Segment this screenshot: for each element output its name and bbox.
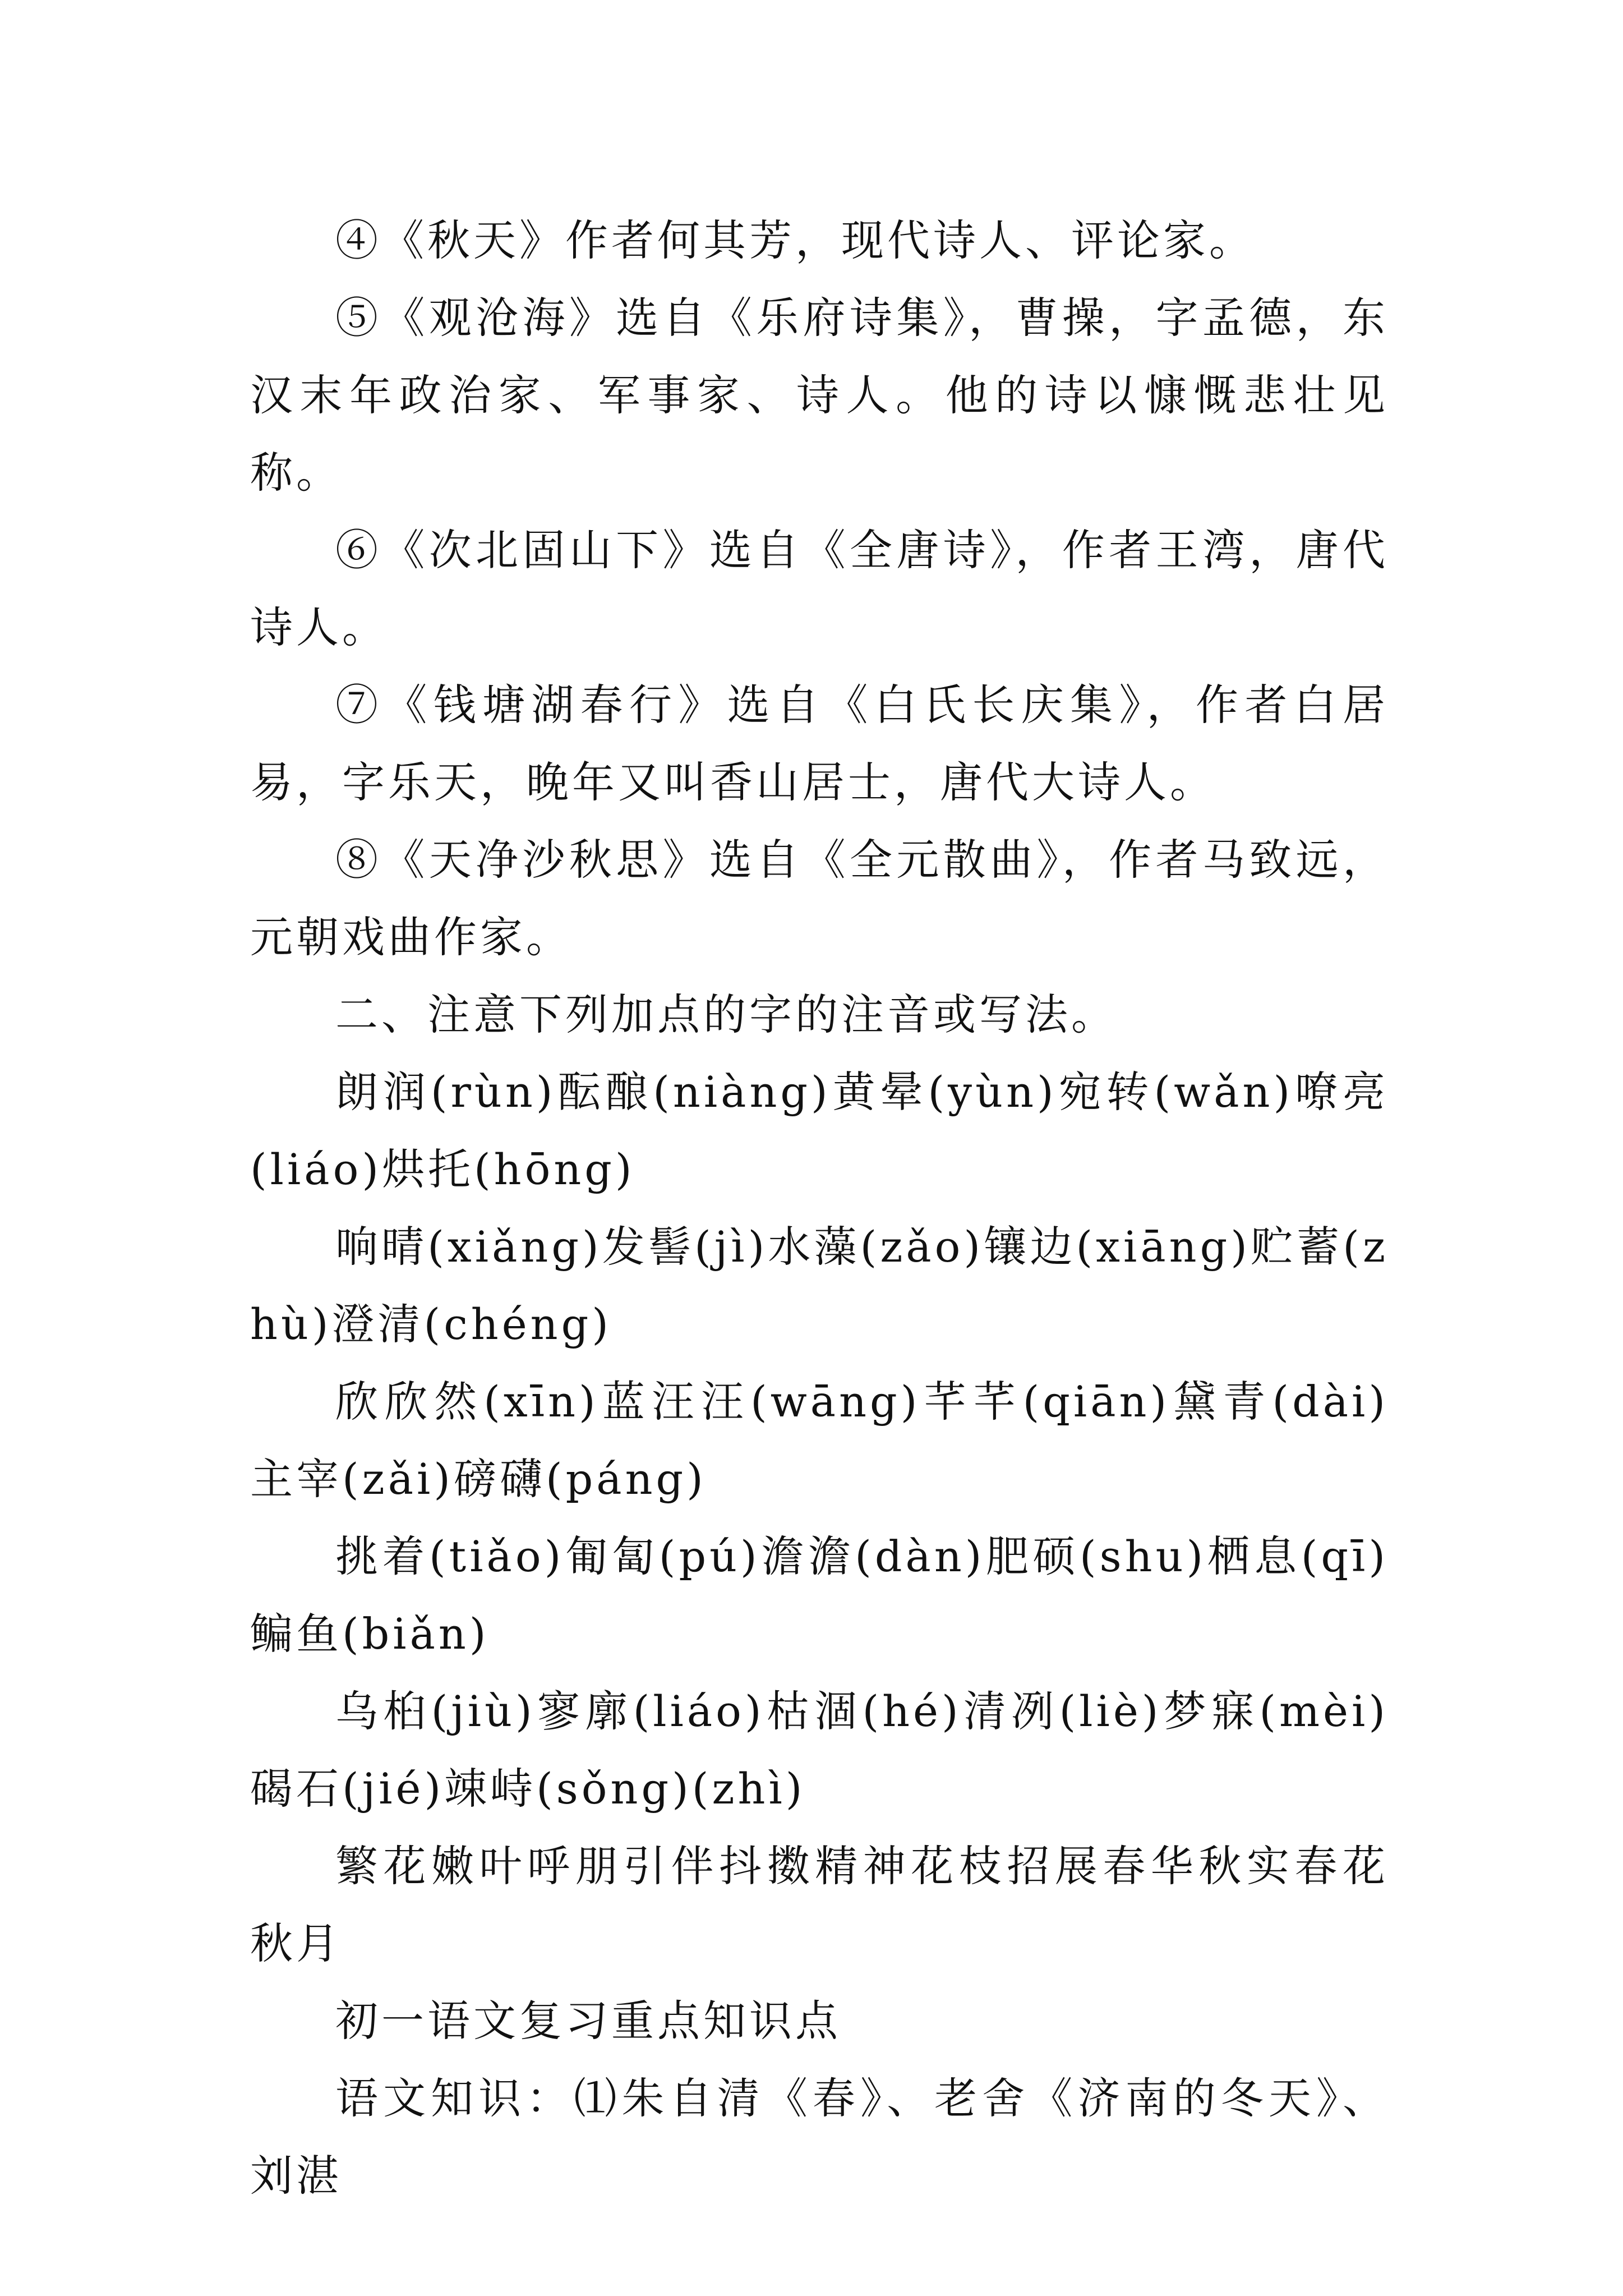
paragraph-guan-cang-hai: ⑤《观沧海》选自《乐府诗集》，曹操，字孟德，东汉末年政治家、军事家、诗人。他的诗以慷慨悲壮见称。 [250, 293, 1389, 498]
paragraph-autumn-author: ④《秋天》作者何其芳，现代诗人、评论家。 [335, 215, 1255, 265]
pinyin-list-3: 欣欣然(xīn)蓝汪汪(wāng)芊芊(qiān)黛青(dài)主宰(zǎi)磅礴(páng) [250, 1377, 1389, 1504]
idiom-list: 繁花嫩叶呼朋引伴抖擞精神花枝招展春华秋实春花秋月 [250, 1841, 1389, 1968]
pinyin-list-1: 朗润(rùn)酝酿(niàng)黄晕(yùn)宛转(wǎn)嘹亮(liáo)烘托(hōng) [250, 1067, 1389, 1194]
section-heading-pronunciation: 二、注意下列加点的字的注音或写法。 [335, 990, 1117, 1039]
paragraph-qian-tang-hu: ⑦《钱塘湖春行》选自《白氏长庆集》，作者白居易，字乐天，晚年又叫香山居士，唐代大诗人。 [250, 680, 1389, 807]
document-page [250, 202, 1389, 2215]
paragraph-ci-bei-gu-shan: ⑥《次北固山下》选自《全唐诗》，作者王湾，唐代诗人。 [250, 525, 1389, 652]
pinyin-list-2: 响晴(xiǎng)发髻(jì)水藻(zǎo)镶边(xiāng)贮蓄(zhù)澄清(chéng) [250, 1222, 1389, 1349]
paragraph-tian-jing-sha: ⑧《天净沙秋思》选自《全元散曲》，作者马致远，元朝戏曲作家。 [250, 835, 1389, 962]
paragraph-literature-knowledge: 语文知识：⑴朱自清《春》、老舍《济南的冬天》、刘湛 [250, 2073, 1389, 2201]
pinyin-list-4: 挑着(tiǎo)匍匐(pú)澹澹(dàn)肥硕(shu)栖息(qī)鳊鱼(biǎn) [250, 1531, 1389, 1659]
section-heading-review: 初一语文复习重点知识点 [335, 1996, 841, 2046]
pinyin-list-5: 乌桕(jiù)寥廓(liáo)枯涸(hé)清冽(liè)梦寐(mèi)碣石(jié)竦峙(sǒng)(zhì) [250, 1686, 1389, 1814]
